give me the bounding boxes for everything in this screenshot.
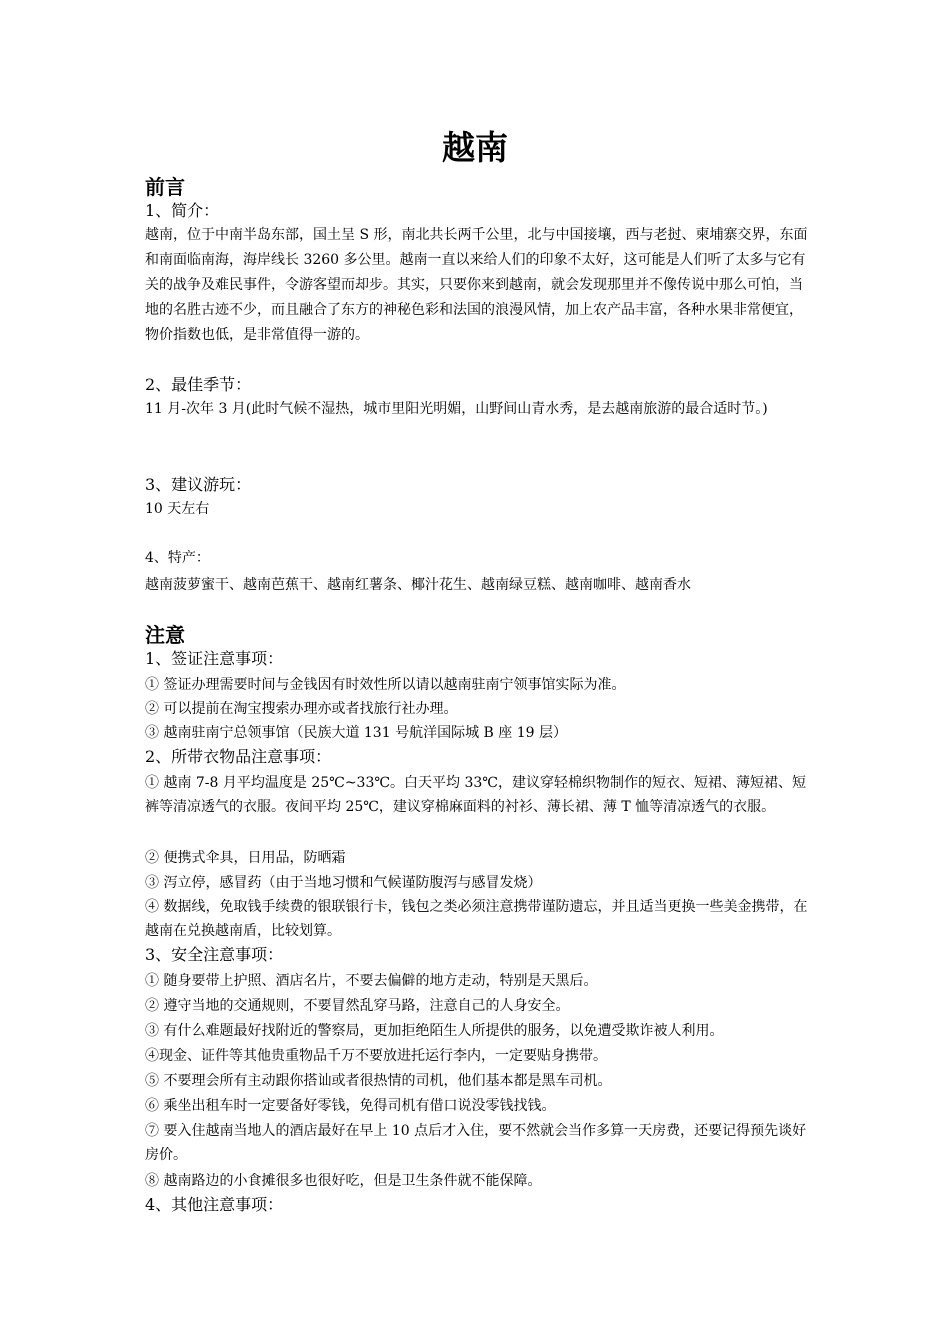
safety-label: 3、安全注意事项： bbox=[145, 945, 284, 964]
season-label: 2、最佳季节： bbox=[145, 375, 252, 394]
safety-item: ⑥ 乘坐出租车时一定要备好零钱，免得司机有借口说没零钱找钱。 bbox=[145, 1098, 556, 1114]
safety-item: ② 遵守当地的交通规则，不要冒然乱穿马路，注意自己的人身安全。 bbox=[145, 998, 570, 1014]
visa-item: ③ 越南驻南宁总领事馆（民族大道 131 号航洋国际城 B 座 19 层） bbox=[145, 725, 567, 741]
safety-item: ⑧ 越南路边的小食摊很多也很好吃，但是卫生条件就不能保障。 bbox=[145, 1173, 542, 1189]
visa-label: 1、签证注意事项： bbox=[145, 649, 284, 668]
clothing-label: 2、所带衣物品注意事项： bbox=[145, 747, 332, 766]
visa-item: ② 可以提前在淘宝搜索办理亦或者找旅行社办理。 bbox=[145, 701, 458, 717]
intro-paragraph: 越南，位于中南半岛东部，国土呈 S 形，南北共长两千公里，北与中国接壤，西与老挝、柬埔寨交界，东面和南面临南海，海岸线长 3260 多公里。越南一直以来给人们的印象不太好，这可能是人们听了太多与它有关的战争及难民事件，令游客望而却步。其实，只要你来到越南，就会发现那里并不像传说中那么可怕，当地的名胜古迹不少，而且融合了东方的神秘色彩和法国的浪漫风情，加上农产品丰富，各种水果非常便宜，物价指数也低，是非常值得一游的。 bbox=[145, 227, 808, 343]
duration-label: 3、建议游玩： bbox=[145, 475, 252, 494]
clothing-item: ③ 泻立停，感冒药（由于当地习惯和气候谨防腹泻与感冒发烧） bbox=[145, 875, 542, 891]
duration-text: 10 天左右 bbox=[145, 501, 210, 517]
clothing-item: ② 便携式伞具，日用品，防晒霜 bbox=[145, 850, 346, 866]
safety-item: ① 随身要带上护照、酒店名片，不要去偏僻的地方走动，特别是天黑后。 bbox=[145, 973, 598, 989]
visa-item: ① 签证办理需要时间与金钱因有时效性所以请以越南驻南宁领事馆实际为准。 bbox=[145, 677, 626, 693]
safety-item: ⑤ 不要理会所有主动跟你搭讪或者很热情的司机，他们基本都是黑车司机。 bbox=[145, 1073, 612, 1089]
document-title: 越南 bbox=[442, 128, 508, 167]
season-paragraph: 11 月-次年 3 月(此时气候不湿热，城市里阳光明媚，山野间山青水秀，是去越南旅游的最合适时节。) bbox=[145, 401, 768, 417]
section-heading-preface: 前言 bbox=[145, 175, 185, 199]
section-heading-notes: 注意 bbox=[145, 623, 185, 647]
safety-item: ⑦ 要入住越南当地人的酒店最好在早上 10 点后才入住，要不然就会当作多算一天房费，还要记得预先谈好房价。 bbox=[145, 1123, 807, 1163]
products-label: 4、特产： bbox=[145, 550, 210, 566]
safety-item: ③ 有什么难题最好找附近的警察局，更加拒绝陌生人所提供的服务，以免遭受欺诈被人利用。 bbox=[145, 1023, 724, 1039]
clothing-item: ④ 数据线，免取钱手续费的银联银行卡，钱包之类必须注意携带谨防遗忘，并且适当更换一些美金携带，在越南在兑换越南盾，比较划算。 bbox=[145, 899, 808, 939]
clothing-item: ① 越南 7-8 月平均温度是 25℃~33℃。白天平均 33℃，建议穿轻棉织物制作的短衣、短裙、薄短裙、短裤等清凉透气的衣服。夜间平均 25℃，建议穿棉麻面料的衬衫、薄长裙、薄 T 恤等清凉透气的衣服。 bbox=[145, 775, 806, 815]
products-text: 越南菠萝蜜干、越南芭蕉干、越南红薯条、椰汁花生、越南绿豆糕、越南咖啡、越南香水 bbox=[145, 577, 691, 593]
intro-label: 1、简介： bbox=[145, 201, 220, 220]
other-label: 4、其他注意事项： bbox=[145, 1195, 284, 1214]
safety-item: ④现金、证件等其他贵重物品千万不要放进托运行李内，一定要贴身携带。 bbox=[145, 1048, 607, 1064]
